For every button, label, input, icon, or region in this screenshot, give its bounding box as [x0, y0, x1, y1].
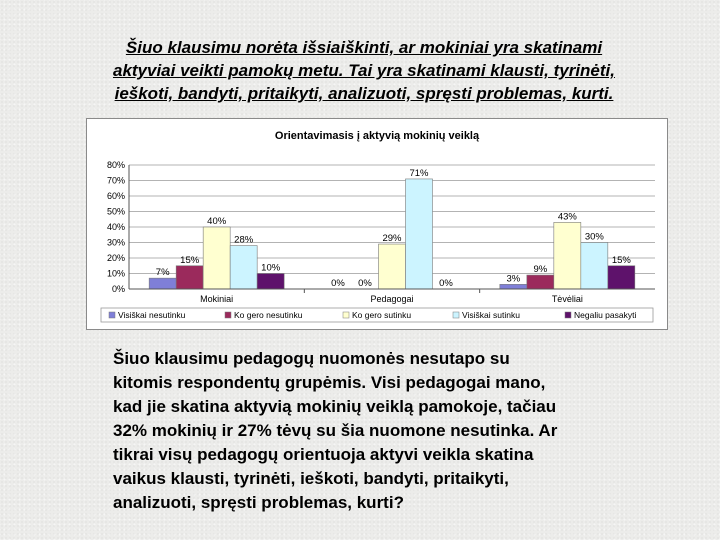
bar	[257, 274, 284, 290]
y-tick-label: 70%	[106, 175, 125, 186]
chart-box	[86, 118, 668, 330]
data-label: 28%	[234, 234, 254, 246]
y-tick-label: 30%	[106, 237, 125, 248]
bar	[554, 222, 581, 289]
x-category-label: Pedagogai	[370, 294, 414, 304]
legend-label: Visiškai nesutinku	[118, 310, 186, 320]
y-tick-label: 80%	[106, 160, 125, 170]
legend-swatch	[565, 312, 571, 318]
data-label: 29%	[382, 233, 402, 245]
body-text-line: analizuoti, spręsti problemas, kurti?	[113, 493, 404, 512]
data-label: 43%	[557, 211, 577, 223]
y-tick-label: 10%	[106, 268, 125, 279]
y-tick-label: 20%	[106, 253, 125, 263]
y-tick-label: 50%	[106, 206, 125, 217]
body-text-line: 32% mokinių ir 27% tėvų su šia nuomone nesutinka. Ar	[113, 421, 558, 440]
slide-title-line: Šiuo klausimu norėta išsiaiškinti, ar mokiniai yra skatinami	[125, 38, 603, 57]
data-label: 9%	[533, 264, 548, 276]
body-text-line: kitomis respondentų grupėmis. Visi pedagogai mano,	[113, 373, 546, 392]
chart-title: Orientavimasis į aktyvią mokinių veiklą	[274, 130, 480, 142]
y-tick-label: 60%	[106, 191, 125, 201]
body-text-line: kad jie skatina aktyvią mokinių veiklą pamokoje, tačiau	[113, 397, 557, 416]
data-label: 71%	[409, 167, 429, 179]
bar	[500, 284, 527, 289]
y-tick-label: 40%	[106, 222, 125, 232]
data-label: 0%	[358, 278, 372, 289]
x-category-label: Tėvėliai	[551, 294, 583, 304]
body-text-line: tikrai visų pedagogų orientuoja aktyvi veikla skatina	[113, 445, 534, 464]
legend-label: Visiškai sutinku	[462, 310, 520, 320]
legend-swatch	[453, 312, 459, 318]
bar	[176, 266, 203, 289]
bar	[149, 278, 176, 289]
bar	[406, 179, 433, 289]
data-label: 0%	[331, 278, 345, 289]
data-label: 15%	[611, 254, 631, 266]
data-label: 7%	[155, 267, 170, 279]
bar	[379, 244, 406, 289]
legend	[101, 308, 653, 322]
data-label: 0%	[439, 278, 453, 289]
bar-chart	[87, 119, 667, 329]
bar	[230, 246, 257, 289]
data-label: 30%	[584, 231, 604, 243]
slide-title	[60, 36, 668, 105]
bar	[608, 266, 635, 289]
legend-swatch	[109, 312, 115, 318]
x-category-label: Mokiniai	[200, 294, 234, 304]
data-label: 40%	[207, 216, 227, 227]
legend-swatch	[343, 312, 349, 318]
body-text-line: Šiuo klausimu pedagogų nuomonės nesutapo su	[113, 349, 510, 368]
bar	[527, 275, 554, 289]
slide-title-line: aktyviai veikti pamokų metu. Tai yra skatinami klausti, tyrinėti,	[112, 61, 615, 80]
legend-swatch	[225, 312, 231, 318]
body-text	[113, 347, 673, 515]
slide-title-line: ieškoti, bandyti, pritaikyti, analizuoti, spręsti problemas, kurti.	[114, 84, 614, 103]
legend-label: Ko gero nesutinku	[234, 310, 303, 320]
bar	[203, 227, 230, 289]
data-label: 10%	[261, 262, 281, 274]
y-tick-label: 0%	[111, 284, 125, 294]
body-text-line: vaikus klausti, tyrinėti, ieškoti, bandyti, pritaikyti,	[113, 469, 509, 488]
legend-label: Negaliu pasakyti	[574, 310, 637, 320]
legend-label: Ko gero sutinku	[352, 310, 412, 320]
data-label: 3%	[506, 273, 521, 285]
data-label: 15%	[180, 254, 200, 266]
bar	[581, 243, 608, 290]
